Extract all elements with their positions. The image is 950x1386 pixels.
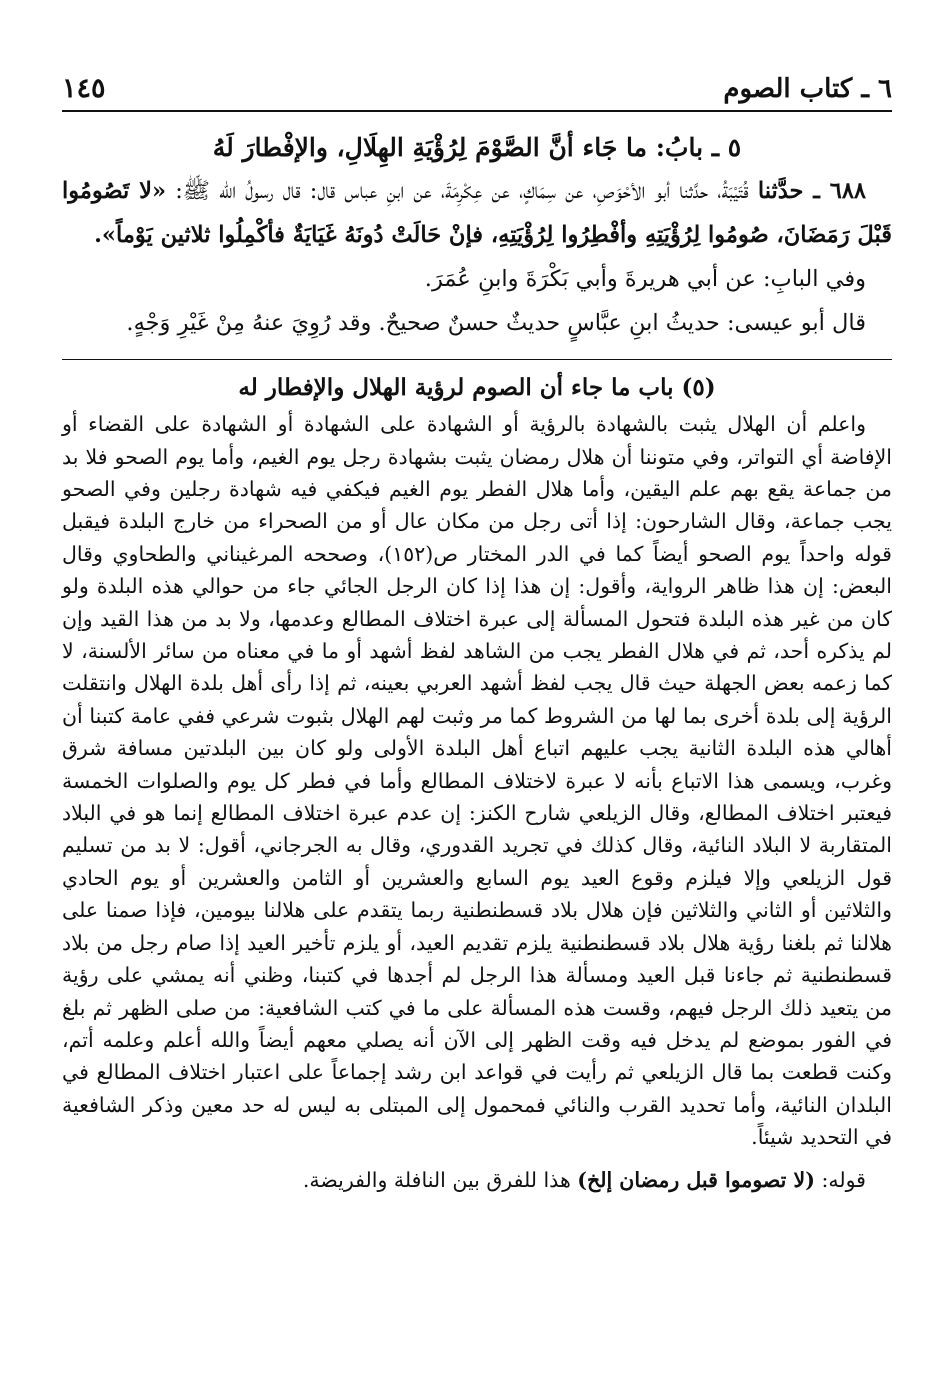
note-text: هذا للفرق بين النافلة والفريضة. <box>302 1167 571 1192</box>
hadith-number: ٦٨٨ ـ حدَّثنا <box>757 178 866 204</box>
hadith-grading: قال أبو عيسى: حديثُ ابنِ عبَّاسٍ حديثٌ حسنٌ صحيحٌ. وقد رُوِيَ عنهُ مِنْ غَيْرِ وَجْهٍ. <box>126 310 866 336</box>
section-heading: ٥ ـ بابُ: ما جَاء أنَّ الصَّوْمَ لِرُؤْيَةِ الهِلَالِ، والإفْطارَ لَهُ <box>212 133 742 162</box>
commentary-heading: (٥) باب ما جاء أن الصوم لرؤية الهلال والإفطار له <box>238 374 716 401</box>
commentary-body <box>62 408 892 1153</box>
hadith-matn: «لا تَصُومُوا قَبْلَ رَمَضَانَ، صُومُوا لِرُؤْيَتِهِ وأفْطِرُوا لِرُؤْيَتِهِ، فإنْ حَالَتْ دُونَهُ غَيَايَةٌ فأكْمِلُوا ثلاثين يَوْماً». <box>62 178 892 248</box>
running-head <box>62 60 892 104</box>
commentary-note <box>62 1164 892 1196</box>
hadith-isnad-and-matn <box>62 169 892 257</box>
header-rule <box>62 110 892 112</box>
bab-note: وفي البابِ: عن أبي هريرةَ وأبي بَكْرَةَ وابنِ عُمَرَ. <box>424 266 866 292</box>
note-lemma: (لا تصوموا قبل رمضان إلخ) <box>577 1167 815 1192</box>
commentary-rule <box>62 359 892 360</box>
page-number: ١٤٥ <box>62 73 106 104</box>
commentary-paragraph: واعلم أن الهلال يثبت بالشهادة بالرؤية أو الشهادة على الشهادة أو الشهادة على القضاء أو الإفاضة أي التواتر، وفي متوننا أن هلال رمضان يثبت بشهادة رجل يوم الغيم، وأما يوم الصحو فلا بد من جماعة يقع بهم علم اليقين، وأما هلال الفطر يوم الغيم فيكفي فيه شهادة رجلين وفي الصحو يجب جماعة، وقال الشارحون: إذا أتى رجل من مكان عال أو من الصحراء من خارج البلدة فيقبل قوله واحداً يوم الصحو أيضاً كما في الدر المختار ص(١٥٢)، وصححه المرغيناني والطحاوي وقال البعض: إن هذا ظاهر الرواية، وأقول: إن هذا إذا كان الرجل الجائي جاء من حوالي هذه البلدة ولو كان من غير هذه البلدة فتحول المسألة إلى عبرة اختلاف المطالع وعدمها، ولا بد من هذا القيد وإن لم يذكره أحد، ثم في هلال الفطر يجب من الشاهد لفظ أشهد أو ما في معناه من سائر الألسنة، لا كما زعمه بعض الجهلة حيث قال يجب لفظ أشهد العربي بعينه، ثم إذا رأى أهل بلدة الهلال وانتقلت الرؤية إلى بلدة أخرى بما لها من الشروط كما مر وثبت لهم الهلال بثبوت شرعي ففي عامة كتبنا أن أهالي هذه البلدة الثانية يجب عليهم اتباع أهل البلدة الأولى ولو كان بين البلدتين مسافة شرق وغرب، ويسمى هذا الاتباع بأنه لا عبرة لاختلاف المطالع وأما في فطر كل يوم والصلوات الخمسة فيعتبر اختلاف المطالع، وقال الزيلعي شارح الكنز: إن عدم عبرة اختلاف المطالع إنما هو في البلاد المتقاربة لا البلاد النائية، وقال كذلك في تجريد القدوري، وقال به الجرجاني، أقول: لا بد من تسليم قول الزيلعي وإلا فيلزم وقوع العيد يوم السابع والعشرين أو الثامن والعشرين أو يوم الحادي والثلاثين أو الثاني والثلاثين فإن هلال بلاد قسطنطنية ربما يتقدم على هلالنا بيومين، فإذا صمنا على هلالنا ثم بلغنا رؤية هلال بلاد قسطنطنية يلزم تقديم العيد، أو يلزم تأخير العيد إذا صام رجل من بلاد قسطنطنية ثم جاءنا قبل العيد ومسألة هذا الرجل لم أجدها في كتبنا، وظني أنه يمشي على رؤية من يتعيد ذلك الرجل فيهم، وقست هذه المسألة على ما في كتب الشافعية: من صلى الظهر ثم بلغ في الفور بموضع لم يدخل فيه وقت الظهر إلى الآن أنه يصلي معهم أيضاً والله أعلم وعلمه أتم، وكنت قطعت بما قال الزيلعي ثم رأيت في قواعد ابن رشد إجماعاً على اعتبار اختلاف المطالع في البلدان النائية، وأما تحديد القرب والنائي فمحمول إلى المبتلى به ليس له حد معين وذكر الشافعية في التحديد شيئاً. <box>62 412 892 1150</box>
hadith-chain: قُتَيْبَةُ، حدَّثنا أبو الأحْوَصِ، عن سِمَاكٍ، عن عِكْرِمَةَ، عن ابنِ عباس قال: قال رسولُ الله ﷺ: <box>175 178 749 204</box>
hadith-text <box>62 169 892 345</box>
note-prefix: قوله: <box>821 1167 866 1192</box>
book-page <box>62 60 892 1216</box>
chapter-title: ٦ ـ كتاب الصوم <box>723 74 892 104</box>
